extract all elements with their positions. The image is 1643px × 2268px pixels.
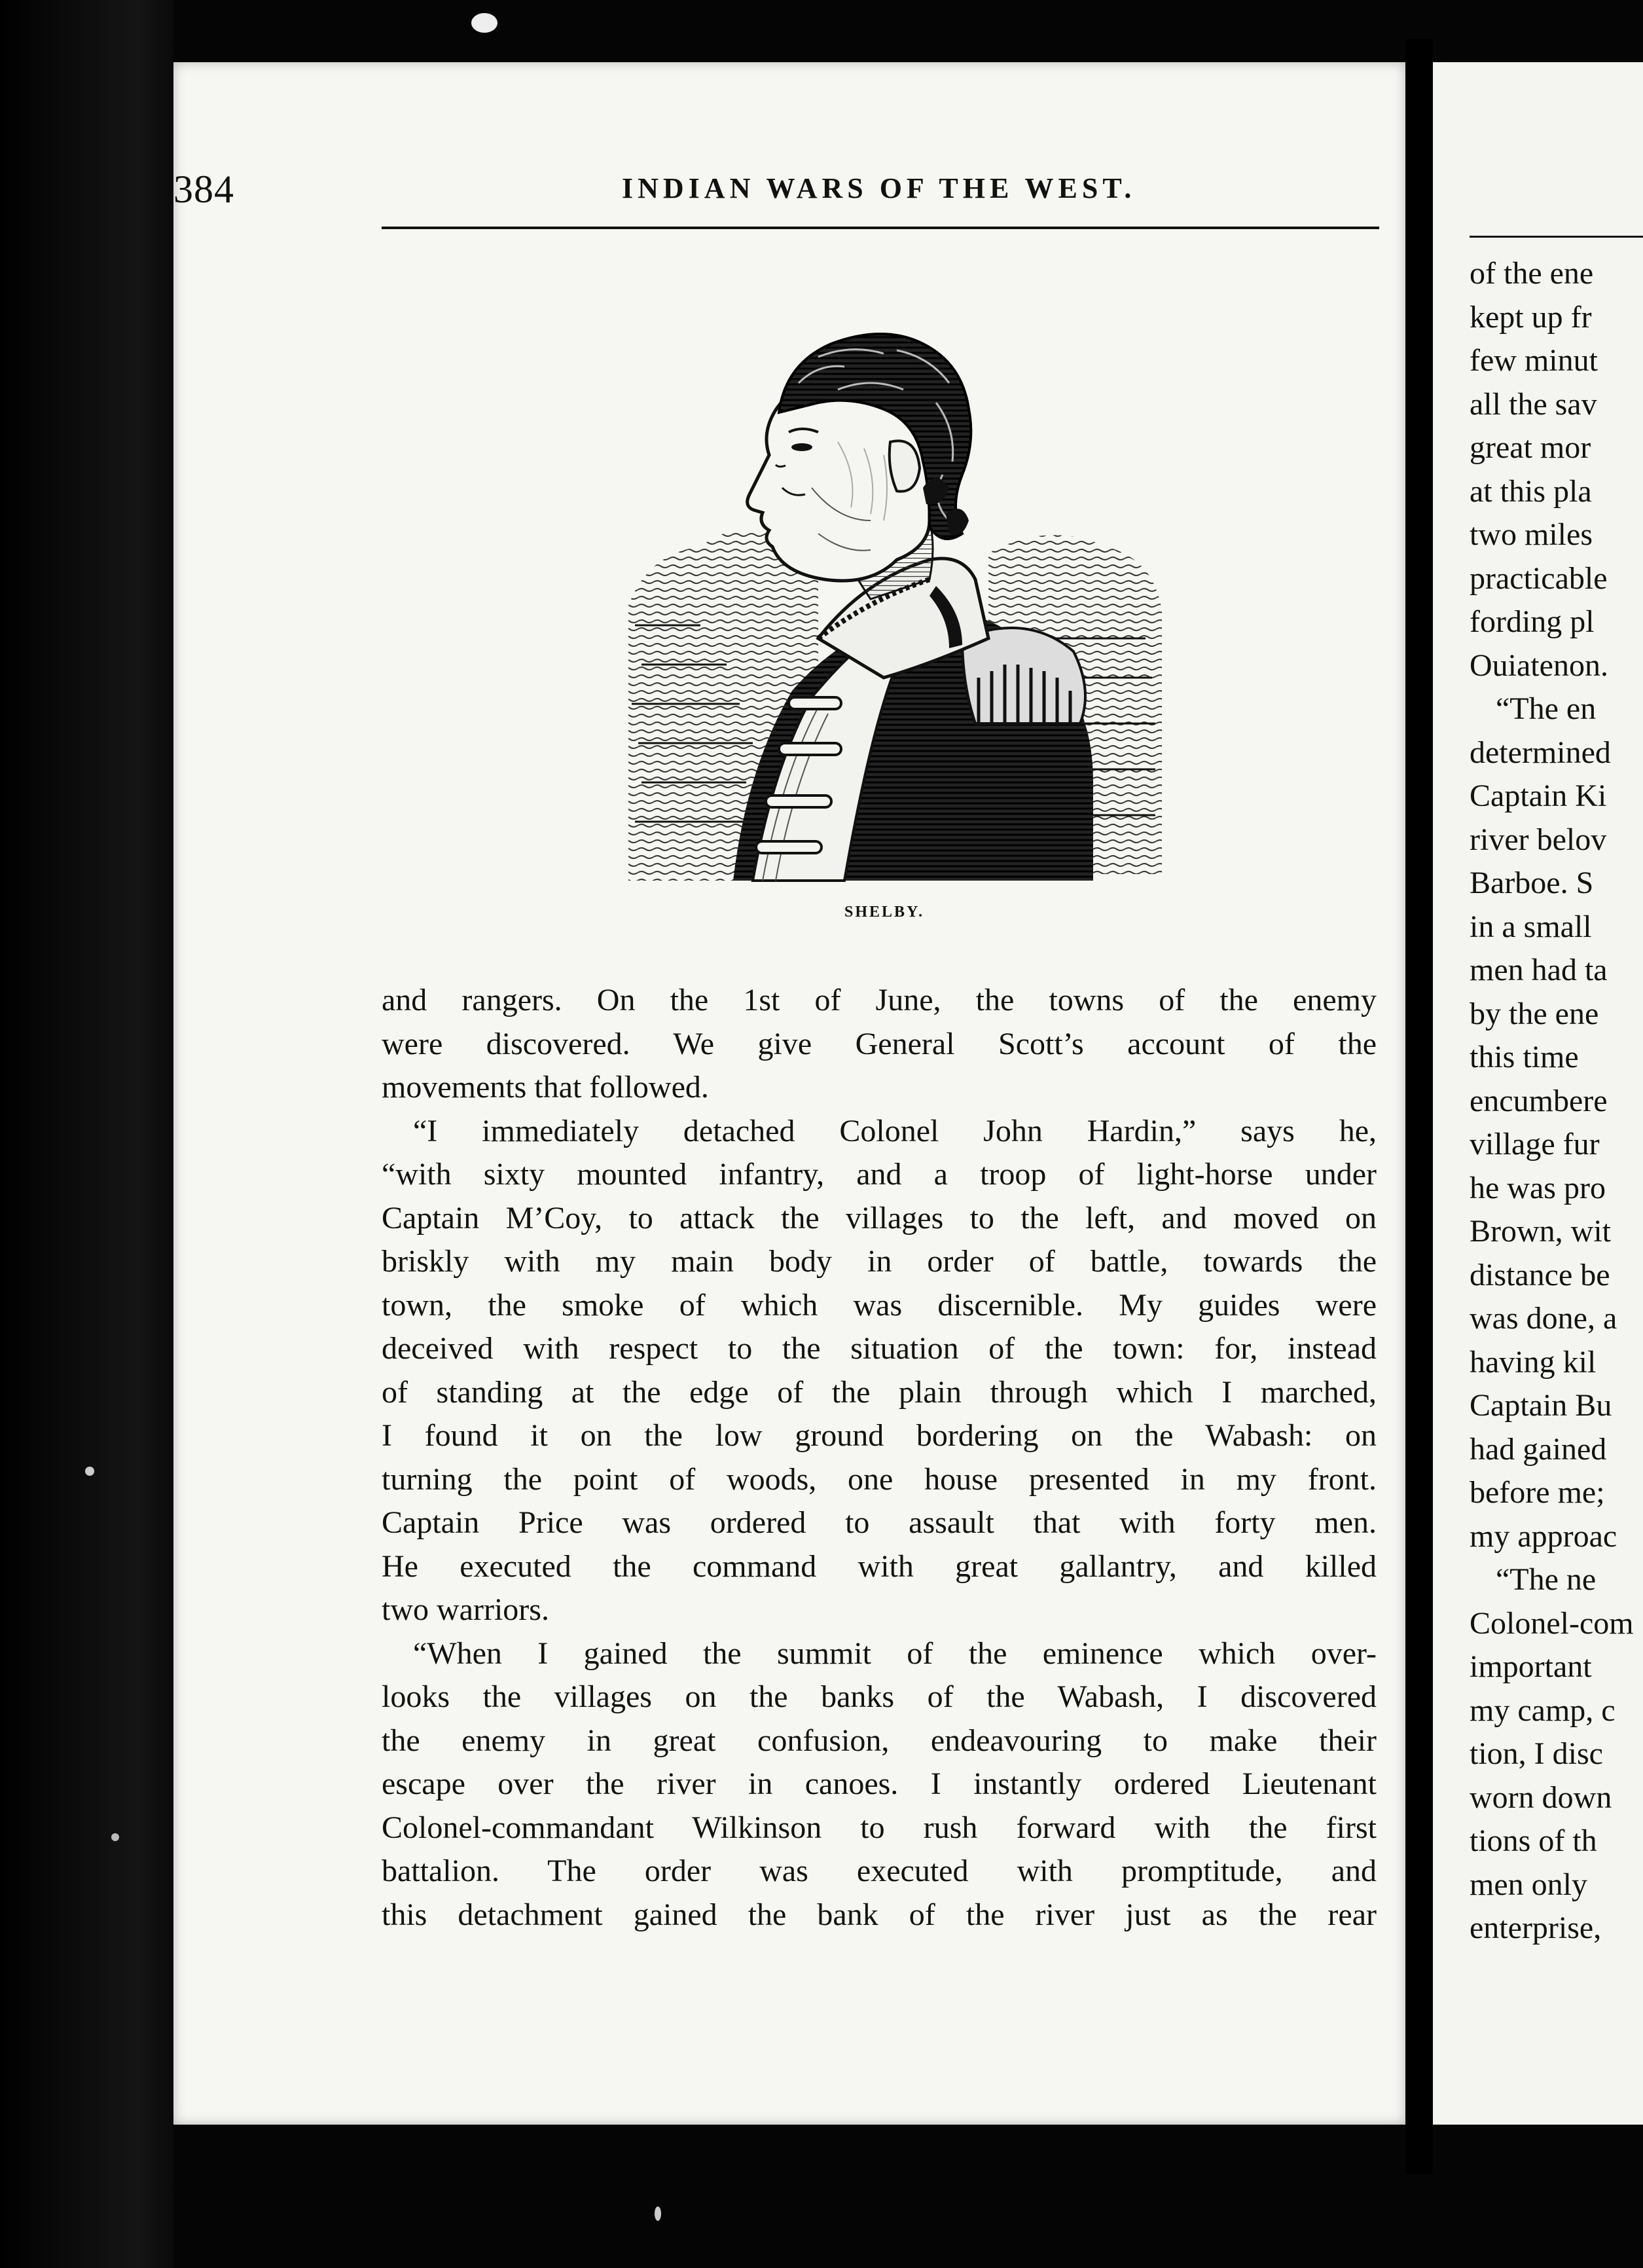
right-page-text: [1470, 252, 1643, 1950]
right-text-line: important: [1470, 1649, 1592, 1684]
right-text-line: Barboe. S: [1470, 866, 1594, 900]
figure-caption: SHELBY.: [844, 904, 925, 921]
scan-speck: [111, 1833, 119, 1841]
text-line: turning the point of woods, one house presented in my front.: [382, 1461, 1377, 1497]
right-text-line: this time: [1470, 1040, 1579, 1074]
text-line: the enemy in great confusion, endeavouring to make their: [382, 1723, 1377, 1758]
text-line: Colonel-commandant Wilkinson to rush forward with the first: [382, 1810, 1377, 1845]
text-line: “When I gained the summit of the eminence which over-: [413, 1636, 1377, 1671]
right-text-line: having kil: [1470, 1344, 1597, 1380]
right-text-line: worn down: [1470, 1780, 1612, 1815]
right-text-line: practicable: [1470, 560, 1608, 596]
running-title: INDIAN WARS OF THE WEST.: [622, 172, 1136, 204]
right-text-line: my camp, c: [1470, 1692, 1616, 1728]
right-text-line: kept up fr: [1470, 299, 1592, 335]
page-number: 384: [173, 168, 234, 211]
right-text-line: of the ene: [1470, 256, 1594, 291]
right-text-line: men only: [1470, 1867, 1587, 1902]
text-line: Captain M’Coy, to attack the villages to the left, and moved on: [382, 1200, 1377, 1235]
text-line: movements that followed.: [382, 1070, 709, 1105]
right-text-line: river belov: [1470, 822, 1607, 857]
right-text-line: by the ene: [1470, 996, 1599, 1031]
right-text-line: Ouiatenon.: [1470, 648, 1608, 683]
text-line: town, the smoke of which was discernible. My guides were: [382, 1287, 1377, 1323]
right-text-line: village fur: [1470, 1127, 1600, 1161]
right-text-line: distance be: [1470, 1257, 1610, 1292]
text-line: battalion. The order was executed with promptitude, and: [382, 1854, 1377, 1888]
right-text-line: had gained: [1470, 1431, 1607, 1467]
right-text-line: all the sav: [1470, 386, 1597, 422]
text-line: escape over the river in canoes. I instantly ordered Lieutenant: [382, 1766, 1377, 1801]
right-text-line: tions of th: [1470, 1823, 1597, 1858]
text-line: looks the villages on the banks of the Wabash, I discovered: [382, 1679, 1377, 1714]
right-text-line: determined: [1470, 735, 1611, 770]
header-rule: [382, 227, 1379, 229]
book-gutter: [1405, 39, 1433, 2174]
right-text-line: he was pro: [1470, 1170, 1606, 1205]
right-text-line: few minut: [1470, 343, 1598, 378]
right-text-line: great mor: [1470, 430, 1591, 465]
right-text-line: enterprise,: [1470, 1911, 1602, 1945]
body-text: [382, 979, 1377, 1937]
right-text-line: encumbere: [1470, 1083, 1608, 1118]
text-line: Captain Price was ordered to assault that with forty men.: [382, 1505, 1377, 1540]
right-page-header-rule: [1470, 236, 1643, 238]
right-text-line: tion, I disc: [1470, 1736, 1603, 1771]
text-line: of standing at the edge of the plain through which I marched,: [382, 1374, 1377, 1410]
shelby-portrait-engraving: [622, 272, 1165, 887]
right-text-line: my approac: [1470, 1518, 1617, 1554]
text-line: two warriors.: [382, 1592, 549, 1627]
right-text-line: fording pl: [1470, 604, 1595, 639]
text-line: “with sixty mounted infantry, and a troop of light-horse under: [382, 1157, 1377, 1192]
scan-speck: [85, 1467, 94, 1476]
text-line: I found it on the low ground bordering on the Wabash: on: [382, 1418, 1377, 1453]
text-line: He executed the command with great gallantry, and killed: [382, 1548, 1377, 1584]
right-text-line: men had ta: [1470, 953, 1608, 987]
scan-speck: [655, 2206, 661, 2221]
scan-dark-margin: [0, 0, 173, 2268]
right-text-line: Captain Bu: [1470, 1388, 1612, 1423]
right-text-line: was done, a: [1470, 1301, 1617, 1336]
right-text-line: at this pla: [1470, 473, 1592, 509]
right-text-line: before me;: [1470, 1475, 1605, 1510]
scan-speck: [471, 13, 497, 33]
text-line: were discovered. We give General Scott’s account of the: [382, 1026, 1377, 1061]
right-text-line: Colonel-com: [1470, 1605, 1634, 1641]
right-text-line: “The ne: [1496, 1562, 1597, 1597]
text-line: and rangers. On the 1st of June, the towns of the enemy: [382, 983, 1377, 1017]
right-text-line: two miles: [1470, 517, 1593, 552]
text-line: “I immediately detached Colonel John Hardin,” says he,: [413, 1113, 1377, 1148]
text-line: briskly with my main body in order of battle, towards the: [382, 1244, 1377, 1279]
right-text-line: Captain Ki: [1470, 778, 1607, 813]
right-text-line: in a small: [1470, 909, 1592, 944]
text-line: this detachment gained the bank of the river just as the rear: [382, 1897, 1377, 1932]
right-text-line: Brown, wit: [1470, 1214, 1611, 1249]
text-line: deceived with respect to the situation of the town: for, instead: [382, 1331, 1377, 1366]
right-text-line: “The en: [1496, 691, 1597, 726]
